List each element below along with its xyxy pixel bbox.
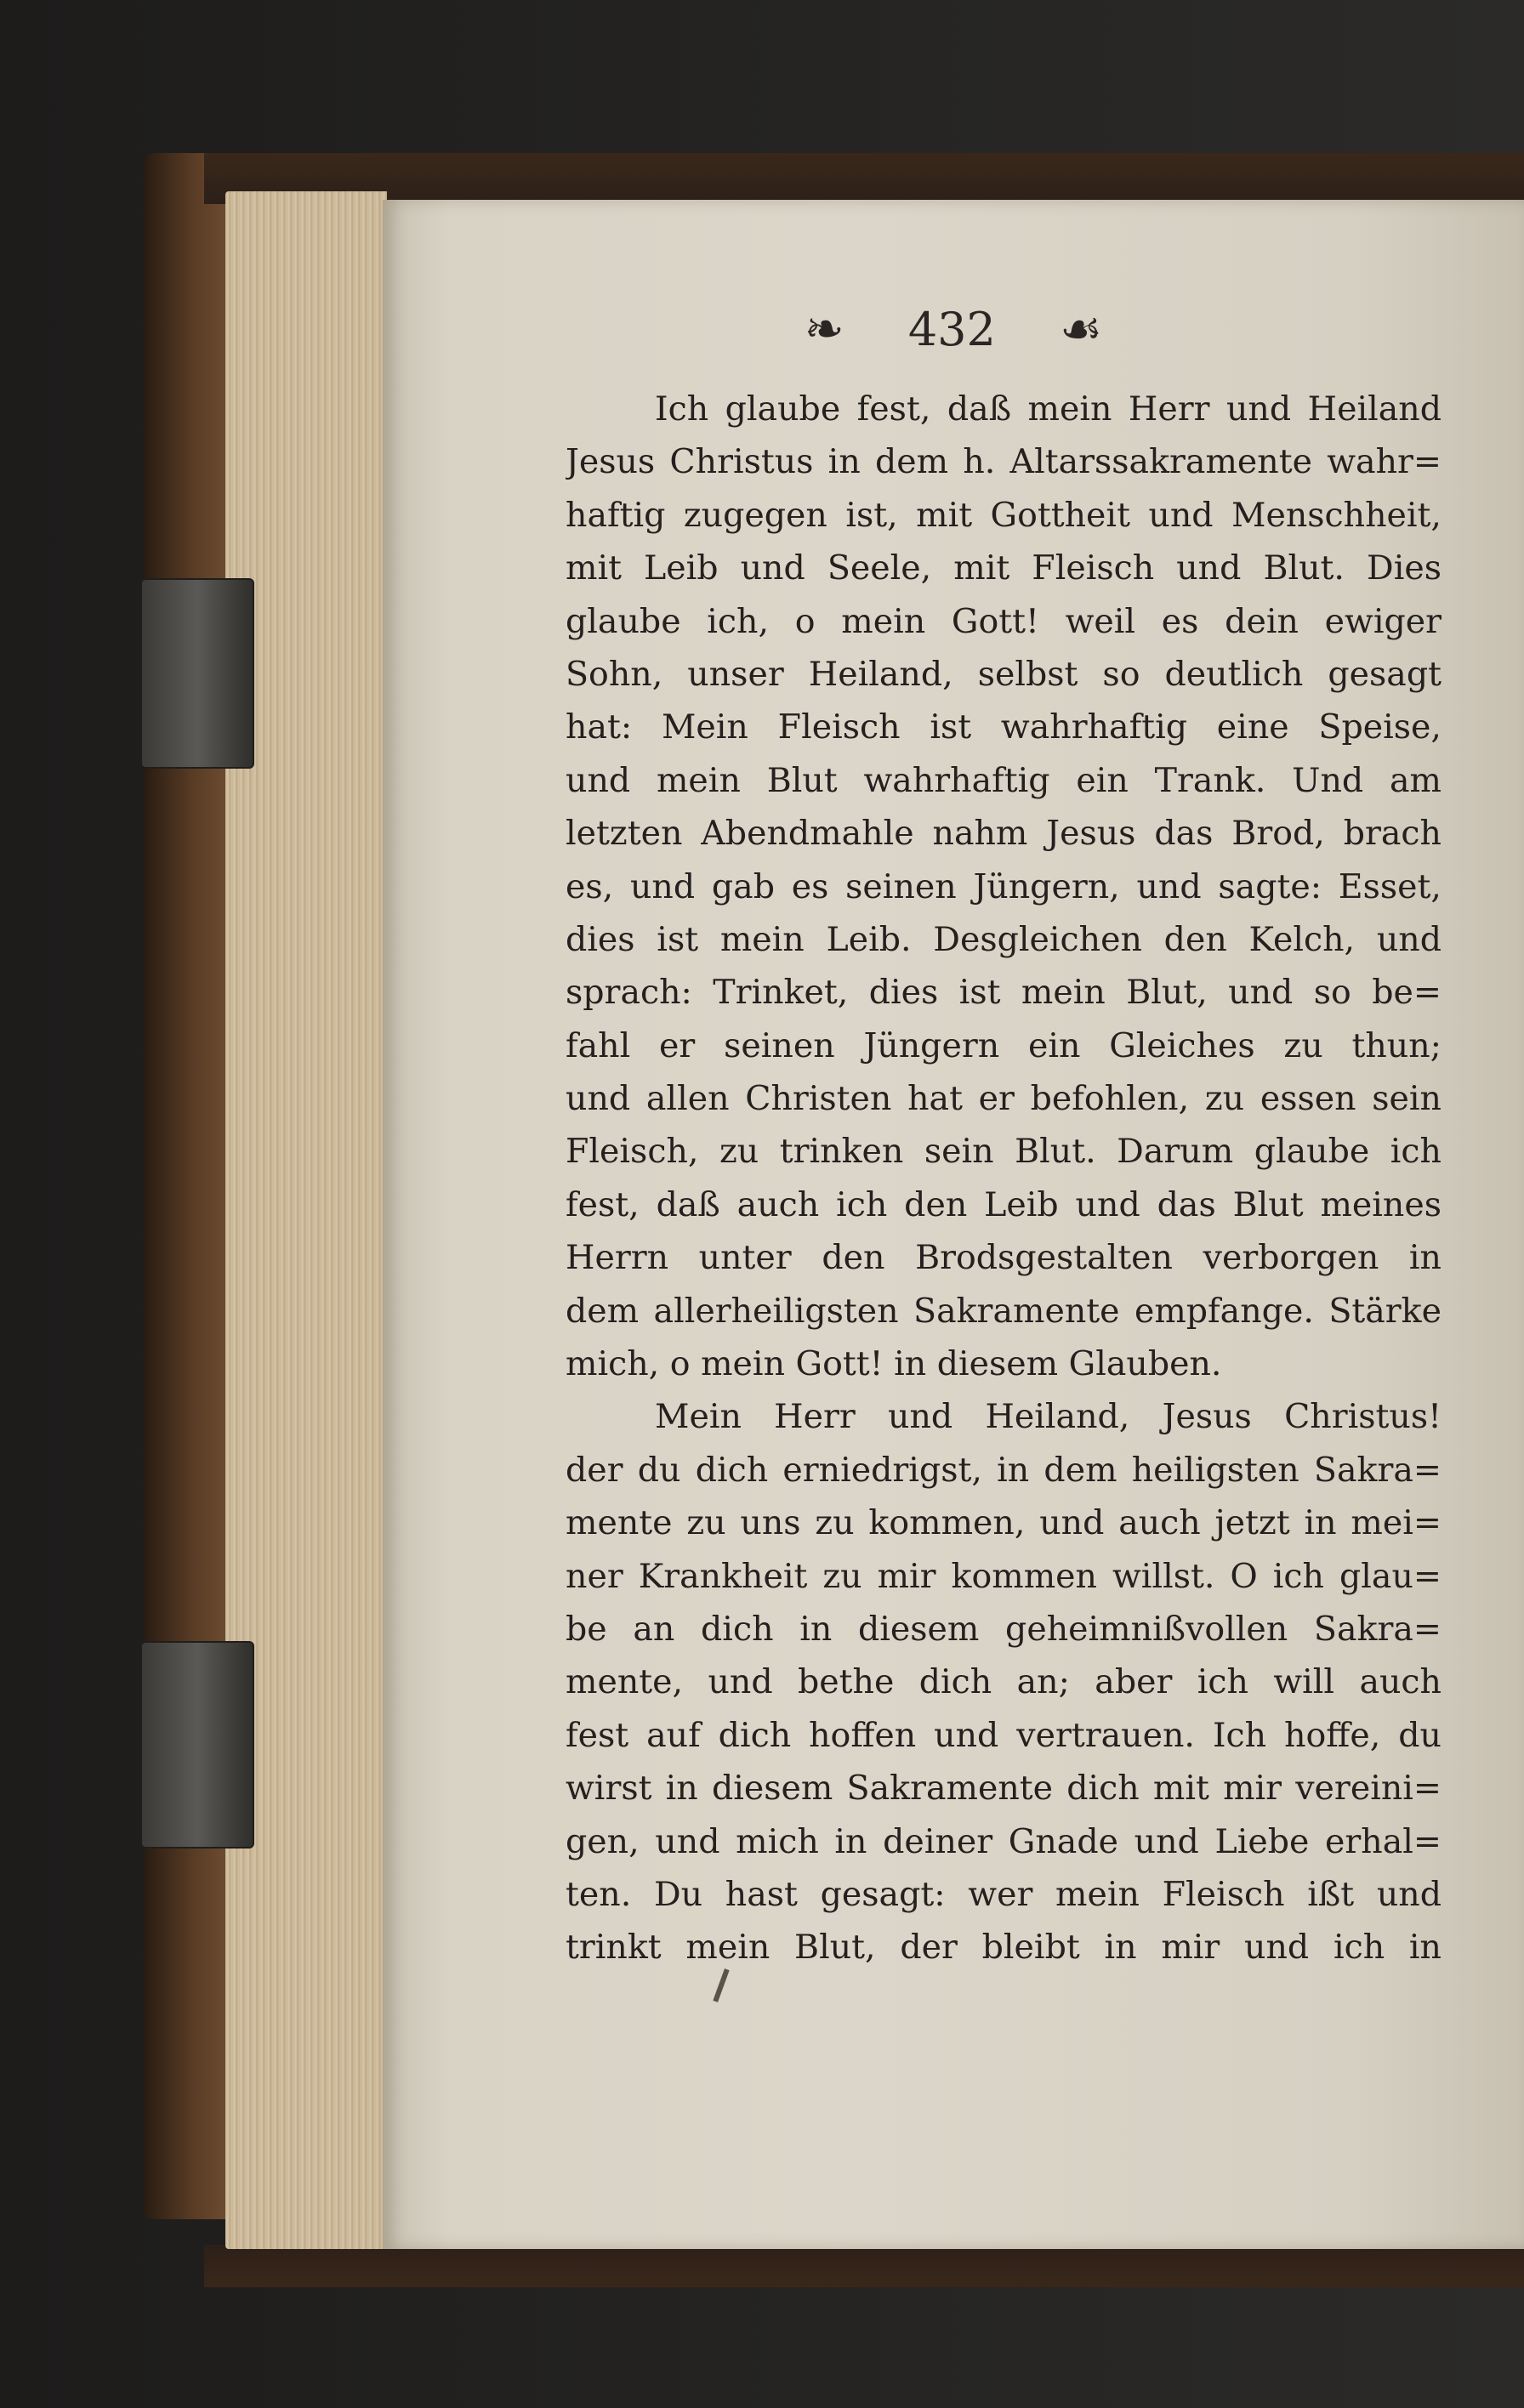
text-line: der du dich erniedrigst, in dem heiligsten Sakra= [566, 1450, 1442, 1490]
text-line: Herrn unter den Brodsgestalten verborgen in [566, 1238, 1442, 1278]
text-line: und allen Christen hat er befohlen, zu essen sein [566, 1079, 1442, 1119]
text-line: haftig zugegen ist, mit Gottheit und Menschheit, [566, 495, 1442, 535]
metal-clasp-top [140, 578, 254, 769]
text-line: und mein Blut wahrhaftig ein Trank. Und am [566, 760, 1442, 800]
page-header [383, 302, 1524, 378]
text-line: dem allerheiligsten Sakramente empfange. Stärke [566, 1291, 1442, 1331]
text-line: fahl er seinen Jüngern ein Gleiches zu thun; [566, 1025, 1442, 1065]
text-line: wirst in diesem Sakramente dich mit mir vereini= [566, 1769, 1442, 1809]
page-body [566, 383, 1442, 1974]
text-line: mente, und bethe dich an; aber ich will auch [566, 1662, 1442, 1702]
text-line: ten. Du hast gesagt: wer mein Fleisch ißt und [566, 1874, 1442, 1914]
text-line: ner Krankheit zu mir kommen willst. O ich glau= [566, 1556, 1442, 1596]
text-line: Mein Herr und Heiland, Jesus Christus! [655, 1397, 1442, 1437]
text-line: gen, und mich in deiner Gnade und Liebe erhal= [566, 1821, 1442, 1861]
text-line: trinkt mein Blut, der bleibt in mir und ich in [566, 1928, 1442, 1968]
text-line: mich, o mein Gott! in diesem Glauben. [566, 1344, 1222, 1384]
text-line: mente zu uns zu kommen, und auch jetzt in mei= [566, 1503, 1442, 1543]
text-line: Jesus Christus in dem h. Altarssakramente wahr= [566, 442, 1442, 482]
book-page [383, 200, 1524, 2249]
text-line: sprach: Trinket, dies ist mein Blut, und so be= [566, 973, 1442, 1013]
text-line: glaube ich, o mein Gott! weil es dein ewiger [566, 601, 1442, 641]
text-line: es, und gab es seinen Jüngern, und sagte: Esset, [566, 866, 1442, 906]
text-line: mit Leib und Seele, mit Fleisch und Blut. Dies [566, 548, 1442, 588]
page-edges [225, 191, 387, 2249]
text-line: Fleisch, zu trinken sein Blut. Darum glaube ich [566, 1132, 1442, 1172]
text-line: be an dich in diesem geheimnißvollen Sakra= [566, 1609, 1442, 1649]
text-line: dies ist mein Leib. Desgleichen den Kelch, und [566, 919, 1442, 959]
book-cover-top-edge [204, 153, 1524, 204]
text-line: letzten Abendmahle nahm Jesus das Brod, brach [566, 814, 1442, 854]
text-line: Ich glaube fest, daß mein Herr und Heiland [655, 389, 1442, 429]
ornament-right-icon: ☙ [1059, 302, 1103, 357]
book-cover-bottom-edge [204, 2245, 1524, 2287]
text-line: fest, daß auch ich den Leib und das Blut meines [566, 1184, 1442, 1224]
page-number: 432 [907, 303, 996, 356]
metal-clasp-bottom [140, 1641, 254, 1849]
text-line: fest auf dich hoffen und vertrauen. Ich hoffe, du [566, 1715, 1442, 1755]
text-line: Sohn, unser Heiland, selbst so deutlich gesagt [566, 654, 1442, 694]
ornament-left-icon: ❧ [804, 302, 844, 357]
text-line: hat: Mein Fleisch ist wahrhaftig eine Speise, [566, 707, 1442, 747]
